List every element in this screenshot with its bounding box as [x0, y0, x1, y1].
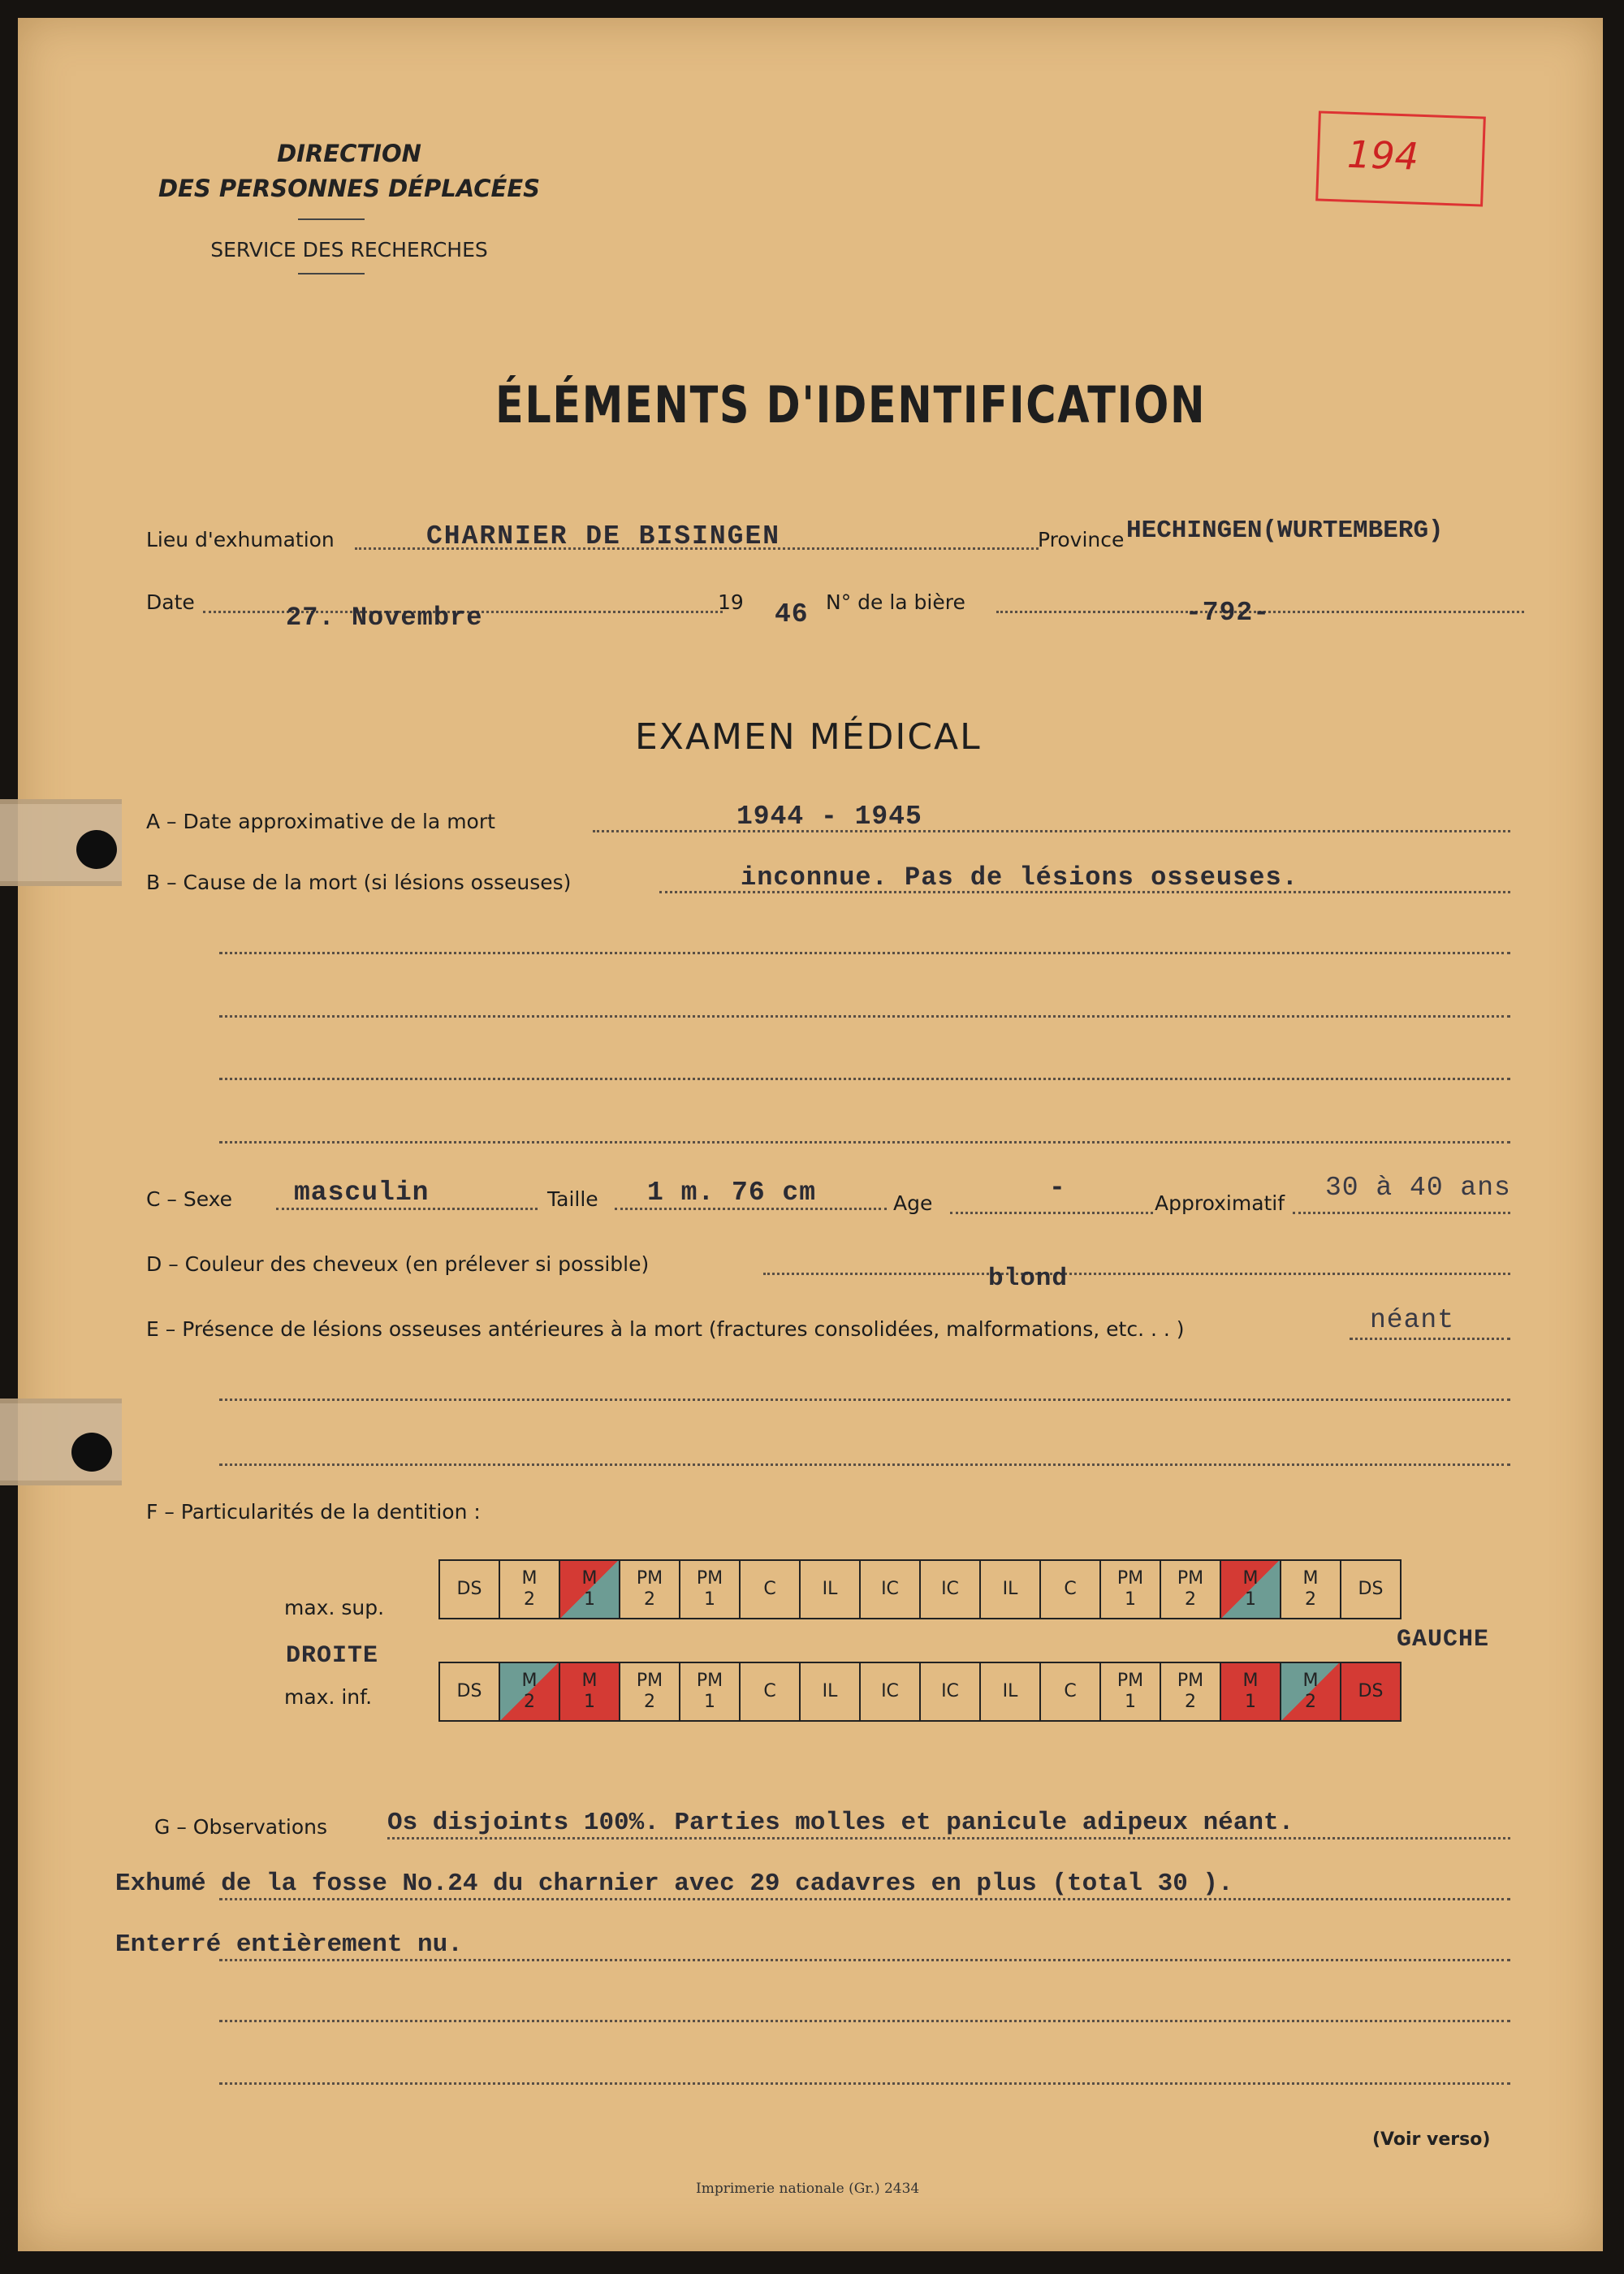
tooth-cell-sup-3	[620, 1560, 680, 1619]
item-b-extra-line-3	[219, 1078, 1510, 1080]
tooth-number: 2	[644, 1589, 655, 1610]
lieu-value: CHARNIER DE BISINGEN	[426, 521, 781, 551]
tooth-cell-sup-1	[499, 1560, 559, 1619]
header-personnes-deplacees: DES PERSONNES DÉPLACÉES	[158, 175, 541, 202]
tooth-type: M	[521, 1671, 538, 1691]
tooth-cell-sup-0	[439, 1560, 499, 1619]
item-e-value: néant	[1370, 1305, 1455, 1335]
tooth-type: PM	[696, 1671, 723, 1691]
tooth-cell-inf-10	[1040, 1662, 1100, 1721]
tooth-cell-sup-10	[1040, 1560, 1100, 1619]
tooth-type: C	[1064, 1579, 1077, 1599]
observations-line-2: Exhumé de la fosse No.24 du charnier avec 29 cadavres en plus (total 30 ).	[115, 1870, 1233, 1898]
tooth-type: IL	[1002, 1579, 1018, 1599]
item-e-label: E – Présence de lésions osseuses antérieures à la mort (fractures consolidées, malformations, etc. . . )	[146, 1317, 1185, 1341]
form-sheet	[18, 18, 1603, 2251]
age-dots	[950, 1212, 1153, 1214]
item-b-extra-line-4	[219, 1141, 1510, 1143]
tooth-cell-sup-11	[1100, 1560, 1160, 1619]
tooth-cell-sup-7	[860, 1560, 920, 1619]
page-title: ÉLÉMENTS D'IDENTIFICATION	[495, 375, 1207, 434]
approximatif-label: Approximatif	[1155, 1191, 1285, 1215]
tooth-number: 1	[704, 1692, 715, 1712]
tooth-type: M	[581, 1671, 598, 1691]
tooth-cell-inf-0	[439, 1662, 499, 1721]
tooth-cell-sup-14	[1281, 1560, 1341, 1619]
tooth-number: 2	[1185, 1692, 1196, 1712]
tooth-type: C	[763, 1681, 776, 1701]
tooth-number: 2	[1185, 1589, 1196, 1610]
tooth-type: DS	[456, 1681, 482, 1701]
year-value: 46	[775, 599, 809, 629]
punch-hole-bottom	[71, 1433, 112, 1472]
tooth-type: C	[1064, 1681, 1077, 1701]
reference-number: 194	[1346, 132, 1419, 179]
item-e-extra-line-1	[219, 1399, 1510, 1401]
tooth-type: IC	[881, 1579, 899, 1599]
item-b-extra-line-1	[219, 952, 1510, 954]
age-value: -	[1049, 1173, 1066, 1203]
gauche-label: GAUCHE	[1397, 1626, 1490, 1654]
tooth-cell-sup-12	[1160, 1560, 1220, 1619]
tooth-number: 2	[644, 1692, 655, 1712]
tooth-type: PM	[636, 1568, 663, 1589]
observations-dots-4	[219, 2020, 1510, 2022]
tooth-cell-sup-4	[680, 1560, 740, 1619]
tooth-cell-inf-9	[980, 1662, 1040, 1721]
tooth-type: DS	[1358, 1579, 1384, 1599]
tooth-type: PM	[1116, 1568, 1144, 1589]
lieu-label: Lieu d'exhumation	[146, 528, 335, 551]
tooth-type: IC	[881, 1681, 899, 1701]
tooth-cell-sup-5	[740, 1560, 800, 1619]
item-g-label: G – Observations	[154, 1815, 328, 1839]
sexe-value: masculin	[294, 1178, 430, 1208]
tooth-cell-inf-4	[680, 1662, 740, 1721]
item-d-value: blond	[988, 1265, 1069, 1293]
droite-label: DROITE	[286, 1642, 379, 1670]
age-label: Age	[893, 1191, 933, 1215]
tooth-cell-inf-12	[1160, 1662, 1220, 1721]
tooth-cell-sup-15	[1341, 1560, 1401, 1619]
header-rule-top	[298, 218, 365, 220]
voir-verso: (Voir verso)	[1372, 2129, 1491, 2150]
header-rule-bottom	[298, 273, 365, 275]
taille-label: Taille	[547, 1187, 598, 1211]
tooth-type: IL	[822, 1579, 838, 1599]
header-direction: DIRECTION	[277, 140, 421, 167]
year-prefix: 19	[718, 590, 744, 614]
tooth-type: IL	[822, 1681, 838, 1701]
province-label: Province	[1038, 528, 1125, 551]
tooth-type: PM	[1177, 1671, 1204, 1691]
tooth-number: 2	[524, 1589, 535, 1610]
tooth-type: M	[581, 1568, 598, 1589]
tooth-number: 1	[1125, 1589, 1136, 1610]
item-b-value: inconnue. Pas de lésions osseuses.	[741, 862, 1298, 893]
tooth-number: 1	[1245, 1589, 1256, 1610]
tooth-number: 2	[1305, 1692, 1316, 1712]
item-d-label: D – Couleur des cheveux (en prélever si possible)	[146, 1252, 650, 1276]
tooth-cell-sup-13	[1220, 1560, 1281, 1619]
tooth-number: 2	[524, 1692, 535, 1712]
tooth-number: 1	[1125, 1692, 1136, 1712]
tooth-number: 1	[584, 1589, 595, 1610]
item-d-dots	[763, 1273, 1510, 1275]
tooth-cell-inf-8	[920, 1662, 980, 1721]
max-inf-label: max. inf.	[284, 1685, 373, 1709]
observations-dots-2	[219, 1898, 1510, 1900]
sexe-dots	[276, 1208, 538, 1210]
tooth-number: 1	[704, 1589, 715, 1610]
tooth-cell-inf-14	[1281, 1662, 1341, 1721]
tooth-cell-inf-2	[559, 1662, 620, 1721]
tooth-type: PM	[696, 1568, 723, 1589]
tooth-cell-inf-3	[620, 1662, 680, 1721]
tooth-cell-sup-9	[980, 1560, 1040, 1619]
teeth-grid-upper	[438, 1559, 1402, 1619]
item-b-extra-line-2	[219, 1015, 1510, 1018]
punch-hole-top	[76, 830, 117, 869]
approximatif-value: 30 à 40 ans	[1325, 1173, 1511, 1203]
teeth-grid-lower	[438, 1662, 1402, 1722]
tooth-type: M	[1242, 1671, 1259, 1691]
tooth-cell-sup-8	[920, 1560, 980, 1619]
item-a-label: A – Date approximative de la mort	[146, 810, 495, 833]
tooth-number: 1	[1245, 1692, 1256, 1712]
item-a-value: 1944 - 1945	[736, 802, 922, 832]
tooth-type: M	[1302, 1671, 1319, 1691]
observations-line-1: Os disjoints 100%. Parties molles et panicule adipeux néant.	[387, 1809, 1294, 1837]
tooth-type: C	[763, 1579, 776, 1599]
observations-dots-1	[387, 1837, 1510, 1840]
tooth-cell-inf-1	[499, 1662, 559, 1721]
tooth-cell-inf-5	[740, 1662, 800, 1721]
tooth-type: M	[521, 1568, 538, 1589]
tooth-cell-inf-13	[1220, 1662, 1281, 1721]
biere-value: -792-	[1186, 598, 1271, 628]
tooth-cell-inf-15	[1341, 1662, 1401, 1721]
reference-box	[1315, 110, 1486, 206]
header-service: SERVICE DES RECHERCHES	[210, 238, 488, 262]
tooth-type: PM	[1116, 1671, 1144, 1691]
item-c-label: C – Sexe	[146, 1187, 233, 1211]
item-b-label: B – Cause de la mort (si lésions osseuses)	[146, 871, 572, 894]
province-value: HECHINGEN(WURTEMBERG)	[1126, 517, 1444, 545]
date-value: 27. Novembre	[286, 603, 483, 633]
tooth-type: PM	[636, 1671, 663, 1691]
observations-dots-3	[219, 1959, 1510, 1961]
date-label: Date	[146, 590, 195, 614]
item-e-dots	[1350, 1338, 1510, 1340]
tooth-type: IL	[1002, 1681, 1018, 1701]
max-sup-label: max. sup.	[284, 1596, 385, 1619]
tooth-type: M	[1302, 1568, 1319, 1589]
tooth-cell-inf-6	[800, 1662, 860, 1721]
biere-label: N° de la bière	[826, 590, 965, 614]
observations-line-3: Enterré entièrement nu.	[115, 1930, 463, 1959]
tooth-cell-inf-7	[860, 1662, 920, 1721]
tooth-cell-inf-11	[1100, 1662, 1160, 1721]
tooth-type: PM	[1177, 1568, 1204, 1589]
tooth-type: DS	[1358, 1681, 1384, 1701]
item-f-label: F – Particularités de la dentition :	[146, 1500, 481, 1524]
tooth-type: M	[1242, 1568, 1259, 1589]
imprimerie-note: Imprimerie nationale (Gr.) 2434	[696, 2181, 920, 2197]
taille-dots	[615, 1208, 887, 1210]
tooth-type: IC	[941, 1579, 959, 1599]
approximatif-dots	[1293, 1212, 1510, 1214]
tooth-number: 1	[584, 1692, 595, 1712]
tooth-cell-sup-2	[559, 1560, 620, 1619]
exam-title: EXAMEN MÉDICAL	[635, 716, 982, 758]
tooth-cell-sup-6	[800, 1560, 860, 1619]
item-e-extra-line-2	[219, 1463, 1510, 1466]
observations-dots-5	[219, 2082, 1510, 2085]
item-a-dots	[593, 830, 1510, 832]
taille-value: 1 m. 76 cm	[647, 1178, 817, 1208]
tooth-number: 2	[1305, 1589, 1316, 1610]
tooth-type: DS	[456, 1579, 482, 1599]
tooth-type: IC	[941, 1681, 959, 1701]
